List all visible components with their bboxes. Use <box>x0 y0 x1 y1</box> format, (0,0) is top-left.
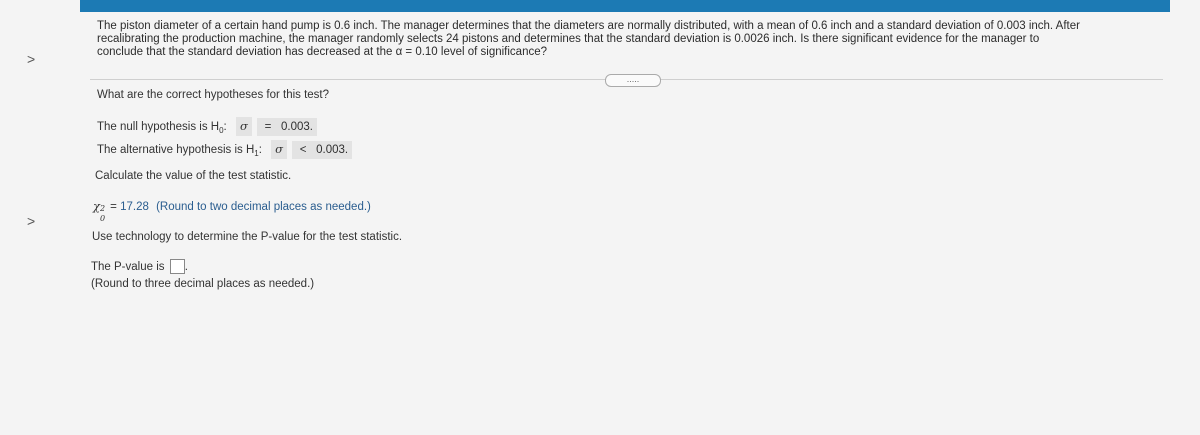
null-operator-select[interactable]: = <box>257 118 279 136</box>
test-statistic-value: 17.28 <box>120 201 149 213</box>
hypotheses-prompt: What are the correct hypotheses for this test? <box>97 89 330 101</box>
chevron-right-icon[interactable]: > <box>27 213 36 229</box>
test-statistic-row <box>93 199 371 223</box>
question-text <box>97 20 1167 59</box>
pvalue-hint: (Round to three decimal places as needed.) <box>91 278 315 290</box>
expand-button[interactable]: ..... <box>605 74 661 87</box>
null-value-field[interactable]: 0.003. <box>277 118 317 136</box>
null-hypothesis-label: The null hypothesis is H <box>97 121 220 133</box>
chevron-right-icon[interactable]: > <box>27 51 36 67</box>
pvalue-label: The P-value is <box>91 261 165 273</box>
pvalue-input[interactable] <box>170 259 185 274</box>
question-line-3: conclude that the standard deviation has decreased at the α = 0.10 level of significance? <box>97 46 548 58</box>
null-subscript: 0 <box>219 126 224 135</box>
alt-subscript: 1 <box>254 149 259 158</box>
pvalue-prompt: Use technology to determine the P-value for the test statistic. <box>92 231 403 243</box>
statistic-hint: (Round to two decimal places as needed.) <box>156 201 371 213</box>
statistic-prompt: Calculate the value of the test statistic. <box>95 170 292 182</box>
question-line-2: recalibrating the production machine, the manager randomly selects 24 pistons and determines that the standard deviation is 0.0026 inch. Is there significant evidence for the manager to <box>97 33 1040 45</box>
alt-hypothesis-row: The alternative hypothesis is $H_1$: σ < 0.003. <box>97 140 352 161</box>
null-hypothesis-row: The null hypothesis is $H_0$: σ = 0.003. <box>97 117 317 138</box>
equals-sign: = <box>110 201 117 213</box>
null-param-select[interactable]: σ <box>236 117 252 136</box>
top-accent-bar <box>80 0 1170 12</box>
alt-hypothesis-label: The alternative hypothesis is H <box>97 144 255 156</box>
alt-operator-select[interactable]: < <box>292 141 314 159</box>
pvalue-row: The P-value is . <box>91 261 188 273</box>
question-line-1: The piston diameter of a certain hand pump is 0.6 inch. The manager determines that the diameters are normally distributed, with a mean of 0.6 inch and a standard deviation of 0.003 inch. After <box>97 20 1080 32</box>
alt-param-select[interactable]: σ <box>271 140 287 159</box>
alt-value-field[interactable]: 0.003. <box>312 141 352 159</box>
chi-square-symbol: χ 2 0 <box>93 199 106 223</box>
